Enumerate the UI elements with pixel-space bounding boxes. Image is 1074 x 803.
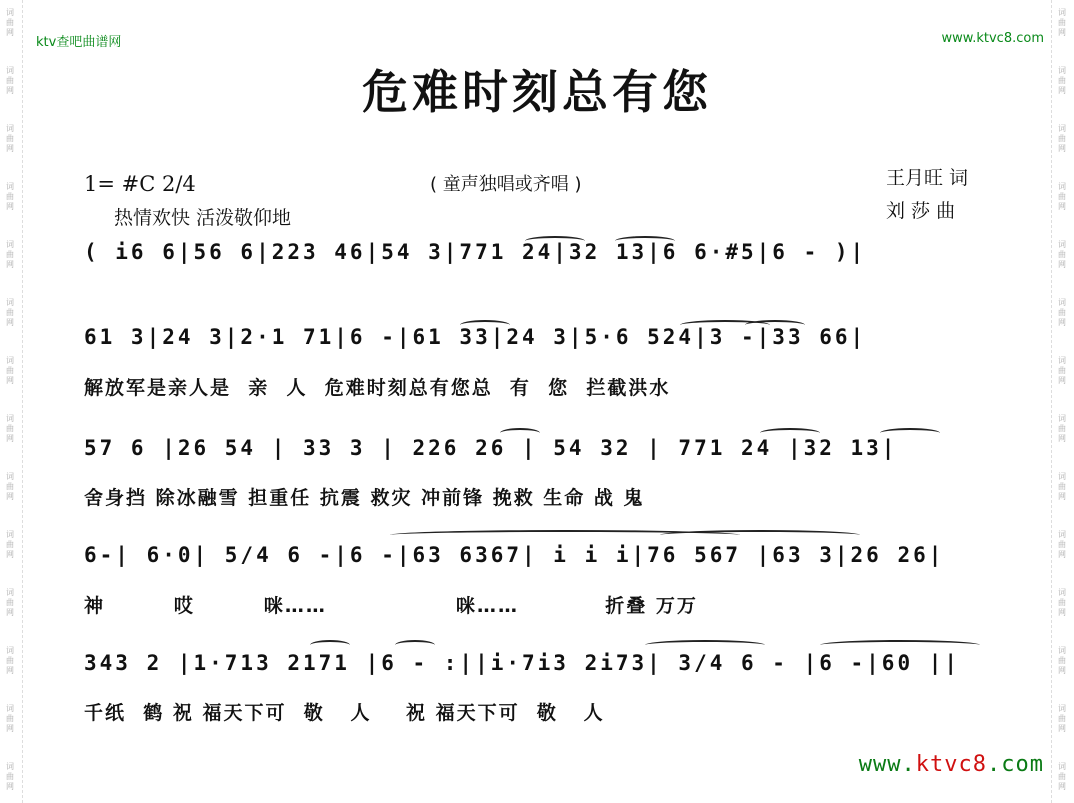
lyricist-credit: 王月旺 词 — [886, 167, 969, 189]
composer-credit: 刘 莎 曲 — [886, 200, 956, 222]
watermark-mark: 词 曲 网 — [1058, 66, 1066, 95]
slur-mark — [745, 320, 805, 330]
slur-mark — [395, 640, 435, 650]
slur-mark — [615, 236, 675, 246]
score-line-5-notes: 343 2 |1·713 2171 |6 - :||i·7i3 2i73| 3/4 6 - |6 -|60 || — [84, 651, 961, 675]
watermark-mark: 词 曲 网 — [1058, 472, 1066, 501]
watermark-mark: 词 曲 网 — [1058, 588, 1066, 617]
key-signature: 1= #C 2/4 — [84, 172, 196, 196]
watermark-mark: 词 曲 网 — [6, 472, 14, 501]
watermark-mark: 词 曲 网 — [1058, 530, 1066, 559]
watermark-mark: 词 曲 网 — [6, 240, 14, 269]
footer-logo — [859, 752, 1044, 777]
slur-mark — [760, 428, 820, 438]
footer-logo-part1: www. — [858, 752, 916, 777]
watermark-mark: 词 曲 网 — [6, 588, 14, 617]
watermark-mark: 词 曲 网 — [6, 124, 14, 153]
slur-mark — [820, 640, 980, 650]
slur-mark — [880, 428, 940, 438]
score-line-3-lyrics: 舍身挡 除冰融雪 担重任 抗震 救灾 冲前锋 挽救 生命 战 鬼 — [84, 487, 645, 509]
footer-logo-part3: .com — [987, 752, 1044, 777]
watermark-mark: 词 曲 网 — [1058, 356, 1066, 385]
song-title: 危难时刻总有您 — [362, 65, 712, 119]
site-name-left: ktv查吧曲谱网 — [36, 35, 122, 50]
slur-mark — [645, 640, 765, 650]
score-line-4-notes: 6-| 6·0| 5/4 6 -|6 -|63 6367| i i i|76 567 |63 3|26 26| — [84, 543, 945, 567]
watermark-mark: 词 曲 网 — [6, 646, 14, 675]
slur-mark — [460, 320, 510, 330]
score-line-5-lyrics: 千纸 鹤 祝 福天下可 敬 人 祝 福天下可 敬 人 — [84, 702, 605, 724]
watermark-mark: 词 曲 网 — [6, 414, 14, 443]
score-line-2-lyrics: 解放军是亲人是 亲 人 危难时刻总有您总 有 您 拦截洪水 — [84, 377, 671, 399]
watermark-mark: 词 曲 网 — [6, 530, 14, 559]
slur-mark — [525, 236, 585, 246]
watermark-mark: 词 曲 网 — [1058, 240, 1066, 269]
watermark-mark: 词 曲 网 — [1058, 762, 1066, 791]
watermark-mark: 词 曲 网 — [6, 298, 14, 327]
site-url-right: www.ktvc8.com — [941, 31, 1044, 46]
watermark-mark: 词 曲 网 — [6, 356, 14, 385]
score-line-1-notes: ( i6 6|56 6|223 46|54 3|771 24|32 13|6 6·#5|6 - )| — [84, 240, 867, 264]
watermark-mark: 词 曲 网 — [6, 182, 14, 211]
watermark-mark: 词 曲 网 — [1058, 704, 1066, 733]
watermark-mark: 词 曲 网 — [6, 704, 14, 733]
tempo-marking: 热情欢快 活泼敬仰地 — [114, 207, 292, 229]
watermark-mark: 词 曲 网 — [1058, 124, 1066, 153]
slur-mark — [660, 530, 860, 540]
slur-mark — [500, 428, 540, 438]
watermark-mark: 词 曲 网 — [1058, 298, 1066, 327]
slur-mark — [310, 640, 350, 650]
watermark-mark: 词 曲 网 — [6, 8, 14, 37]
score-line-2-notes: 61 3|24 3|2·1 71|6 -|61 33|24 3|5·6 524|3 -|33 66| — [84, 325, 867, 349]
score-line-3-notes: 57 6 |26 54 | 33 3 | 226 26 | 54 32 | 771 24 |32 13| — [84, 436, 898, 460]
watermark-mark: 词 曲 网 — [1058, 182, 1066, 211]
footer-logo-part2: ktvc8 — [915, 752, 988, 777]
watermark-mark: 词 曲 网 — [6, 66, 14, 95]
watermark-mark: 词 曲 网 — [1058, 8, 1066, 37]
performance-note: ( 童声独唱或齐唱 ) — [430, 174, 582, 195]
watermark-mark: 词 曲 网 — [1058, 646, 1066, 675]
watermark-mark: 词 曲 网 — [6, 762, 14, 791]
score-line-4-lyrics: 神 哎 咪…… 咪…… 折叠 万万 — [84, 595, 698, 617]
watermark-mark: 词 曲 网 — [1058, 414, 1066, 443]
